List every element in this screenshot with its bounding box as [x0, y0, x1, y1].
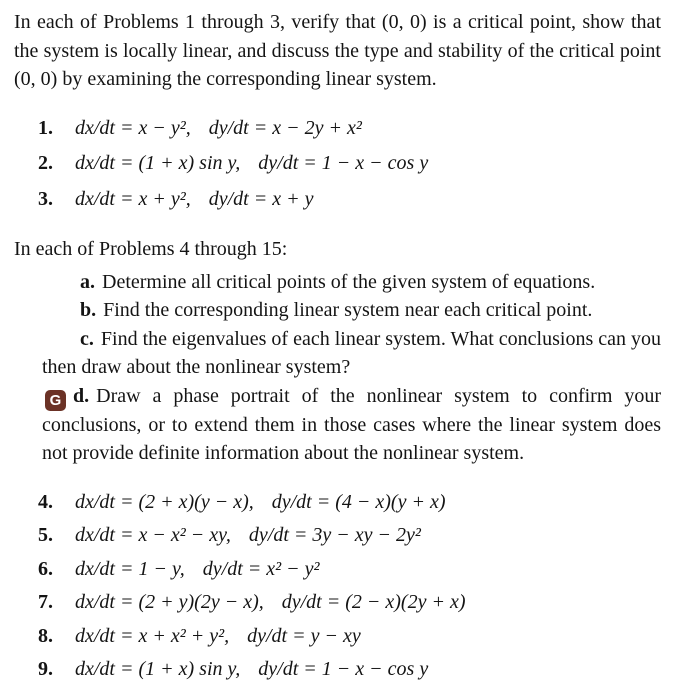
problem-list-4-15	[14, 488, 661, 684]
equation-dy: dy/dt = x² − y²	[202, 557, 320, 580]
equation-dy: dy/dt = y − xy	[247, 624, 361, 647]
equation-dx: dx/dt = x − x² − xy,	[75, 524, 231, 546]
subitem-a	[42, 268, 661, 297]
equation-dx: dx/dt = x + x² + y²,	[75, 624, 230, 647]
problem-item	[38, 149, 661, 178]
problem-item	[38, 521, 661, 550]
problem-item	[38, 185, 661, 214]
subitem-b	[42, 296, 661, 325]
equation-dy: dy/dt = 1 − x − cos y	[258, 152, 429, 174]
instructions-problems-1-3: In each of Problems 1 through 3, verify that (0, 0) is a critical point, show that the system is locally linear, and discuss the type and stability of the critical point (0, 0) by examining the corresponding linear system.	[14, 11, 661, 90]
graphing-technology-icon: G	[45, 390, 66, 411]
equation-dy: dy/dt = 3y − xy − 2y²	[248, 524, 421, 546]
subitem-list	[14, 268, 661, 468]
subitem-label: b.	[80, 299, 97, 321]
equation-dx: dx/dt = 1 − y,	[75, 557, 185, 580]
equation-dx: dx/dt = x + y²,	[75, 187, 191, 210]
subitem-label: d.	[73, 384, 90, 407]
problem-number: 2.	[38, 152, 53, 174]
problem-item	[38, 555, 661, 584]
equation-dy: dy/dt = x − 2y + x²	[208, 116, 362, 139]
equation-dx: dx/dt = (1 + x) sin y,	[75, 658, 241, 680]
problem-item	[38, 488, 661, 517]
equation-dx: dx/dt = x − y²,	[75, 116, 191, 139]
problem-number: 1.	[38, 116, 53, 139]
instructions-problems-4-15: In each of Problems 4 through 15:	[14, 238, 288, 260]
problem-number: 6.	[38, 557, 53, 580]
subitem-text: Determine all critical points of the given system of equations.	[102, 270, 596, 293]
equation-dx: dx/dt = (2 + y)(2y − x),	[75, 591, 264, 613]
equation-dy: dy/dt = x + y	[208, 187, 314, 210]
subitem-text: Find the eigenvalues of each linear system. What conclusions can you then draw about the nonlinear system?	[42, 327, 661, 378]
subitem-text: Draw a phase portrait of the nonlinear system to confirm your conclusions, or to extend them in those cases where the linear system does not provide definite information about the nonlinear system.	[42, 384, 661, 464]
equation-dy: dy/dt = (4 − x)(y + x)	[271, 490, 446, 513]
problem-item	[38, 622, 661, 651]
problem-number: 9.	[38, 658, 53, 680]
problem-number: 7.	[38, 591, 53, 613]
subitem-label: c.	[80, 327, 94, 350]
subitem-d	[42, 382, 661, 468]
subitem-label: a.	[80, 270, 95, 293]
problem-number: 8.	[38, 624, 53, 647]
problem-number: 5.	[38, 524, 53, 546]
subitem-text: Find the corresponding linear system near each critical point.	[103, 299, 593, 321]
subitem-c	[42, 325, 661, 382]
problem-number: 4.	[38, 490, 53, 513]
equation-dy: dy/dt = 1 − x − cos y	[258, 658, 429, 680]
problem-list-1-3	[14, 114, 661, 214]
problem-item	[38, 588, 661, 617]
equation-dx: dx/dt = (2 + x)(y − x),	[75, 490, 254, 513]
problem-item	[38, 114, 661, 143]
equation-dy: dy/dt = (2 − x)(2y + x)	[281, 591, 466, 613]
problem-number: 3.	[38, 187, 53, 210]
equation-dx: dx/dt = (1 + x) sin y,	[75, 152, 241, 174]
problem-item	[38, 655, 661, 684]
